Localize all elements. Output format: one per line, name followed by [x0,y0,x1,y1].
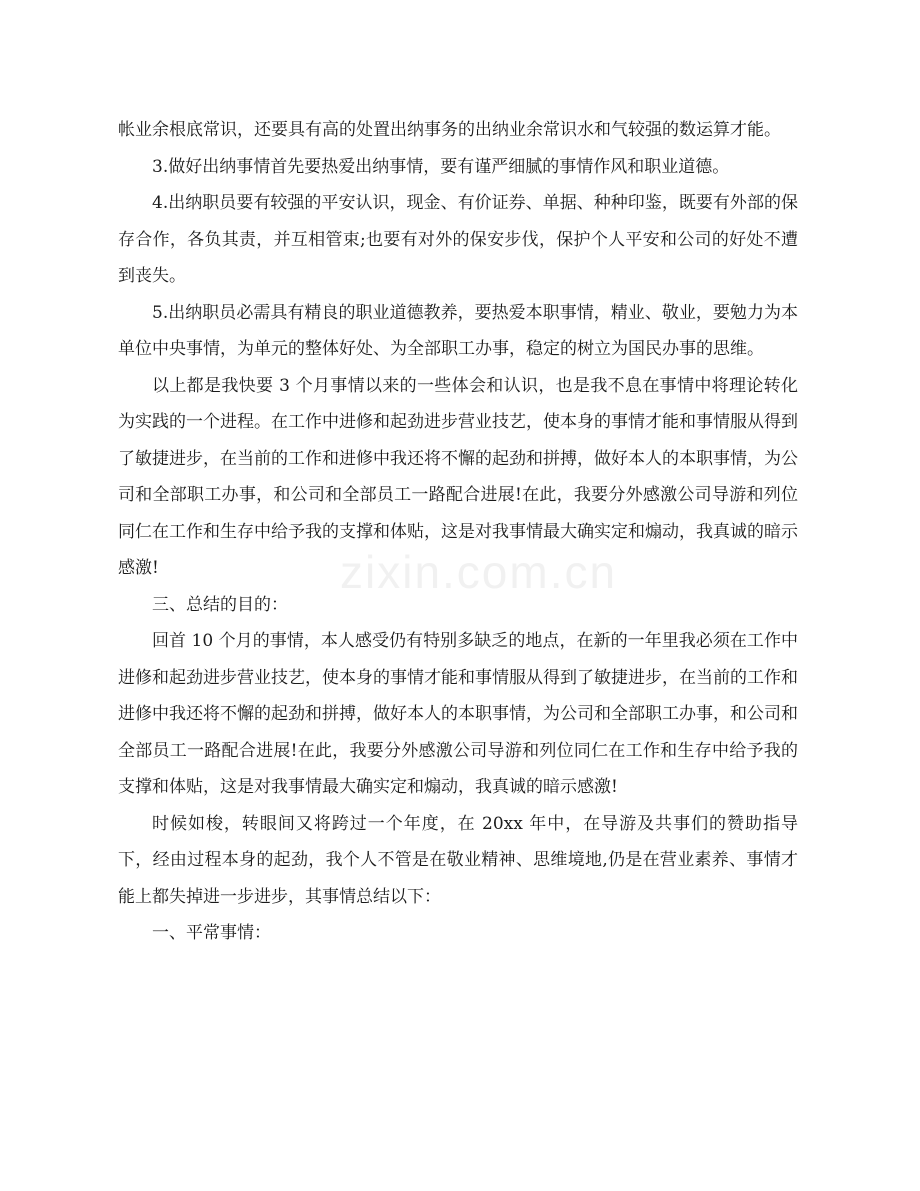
document-body [118,112,798,952]
section-heading-purpose: 三、总结的目的： [152,594,288,615]
paragraph-review: 回首 10 个月的事情，本人感受仍有特别多缺乏的地点，在新的一年里我必须在工作中进修和起劲进步营业技艺，使本身的事情才能和事情服从得到了敏捷进步，在当前的工作和进修中我还将不懈的起劲和拼搏，做好本人的本职事情，为公司和全部职工办事，和公司和全部员工一路配合进展!在此，我要分外感激公司导游和列位同仁在工作和生存中给予我的支撑和体贴，这是对我事情最大确实定和煽动，我真诚的暗示感激! [118,631,798,797]
paragraph-continuation: 帐业余根底常识，还要具有高的处置出纳事务的出纳业余常识水和气较强的数运算才能。 [118,120,781,140]
paragraph-summary: 以上都是我快要 3 个月事情以来的一些体会和认识，也是我不息在事情中将理论转化为实践的一个进程。在工作中进修和起劲进步营业技艺，使本身的事情才能和事情服从得到了敏捷进步，在当前的工作和进修中我还将不懈的起劲和拼搏，做好本人的本职事情，为公司和全部职工办事，和公司和全部员工一路配合进展!在此，我要分外感激公司导游和列位同仁在工作和生存中给予我的支撑和体贴，这是对我事情最大确实定和煽动，我真诚的暗示感激! [118,375,798,578]
section-heading-daily-work: 一、平常事情： [152,923,271,943]
paragraph-year-intro: 时候如梭，转眼间又将跨过一个年度，在 20xx 年中，在导游及共事们的赞助指导下，经由过程本身的起劲，我个人不管是在敬业精神、思维境地,仍是在营业素养、事情才能上都失掉进一步进步，其事情总结以下： [118,813,798,907]
paragraph-item-5: 5.出纳职员必需具有精良的职业道德教养，要热爱本职事情，精业、敬业，要勉力为本单位中央事情，为单元的整体好处、为全部职工办事，稳定的树立为国民办事的思维。 [118,302,798,359]
paragraph-item-4: 4.出纳职员要有较强的平安认识，现金、有价证券、单据、种种印鉴，既要有外部的保存合作，各负其责，并互相管束;也要有对外的保安步伐，保护个人平安和公司的好处不遭到丧失。 [118,193,798,286]
paragraph-item-3: 3.做好出纳事情首先要热爱出纳事情，要有谨严细腻的事情作风和职业道德。 [152,156,730,177]
watermark-text: zixin.com.cn [340,546,618,598]
